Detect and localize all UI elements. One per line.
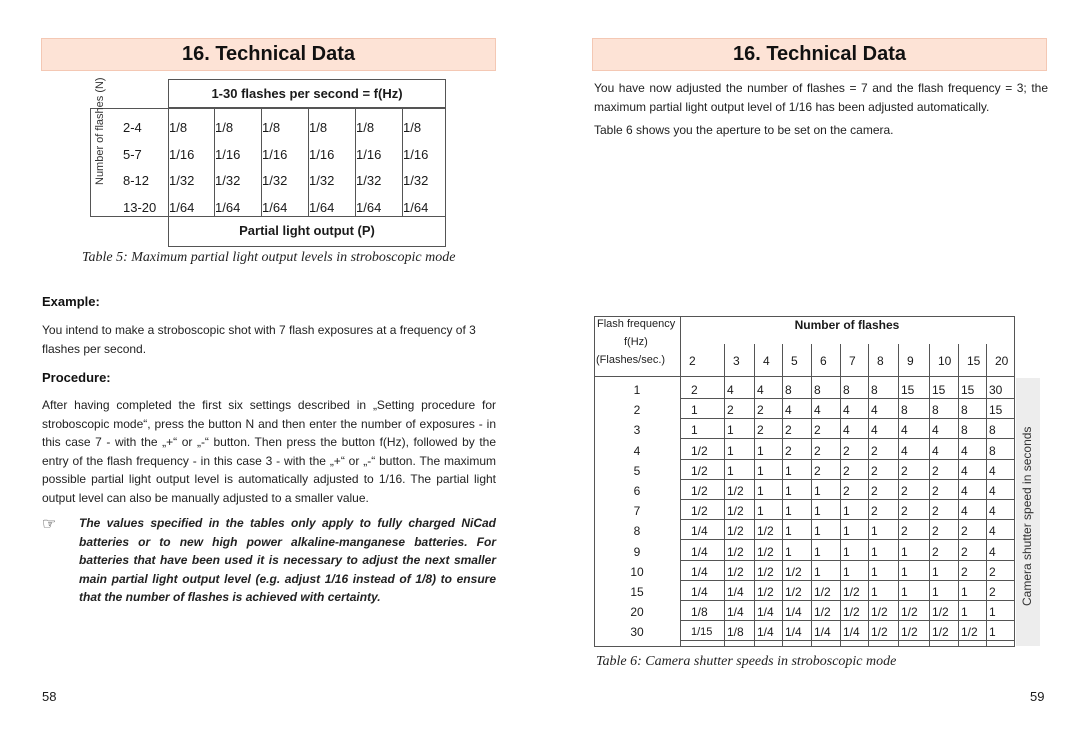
table-6-cell: 2 xyxy=(843,443,850,458)
procedure-text: After having completed the first six settings described in „Setting procedure for stroboscopic mode“, press the button N and then enter the number of exposures - in this case 7 - with the „+“ or „-“ button. Then press the button f(Hz), followed by the entry of the flash frequency - in this case 3 - with the „+“ or „-“ button. The maximum possible partial light output level is automatically adjusted to 1/16. The partial light output level can also be manually adjusted to a smaller value. xyxy=(42,398,496,505)
table-5-cell: 1/8 xyxy=(169,120,188,135)
table-6-cell: 1/4 xyxy=(691,544,708,559)
table-6-cell: 2 xyxy=(961,544,968,559)
table-5-cell: 1/64 xyxy=(356,200,382,215)
table-6-column-line xyxy=(724,344,725,647)
table-6-cell: 1 xyxy=(932,564,939,579)
table-5-cell: 1/32 xyxy=(169,173,195,188)
table-6-cell: 1 xyxy=(757,504,764,519)
table-5-caption: Table 5: Maximum partial light output levels in stroboscopic mode xyxy=(82,250,456,265)
table-5-cell: 1/32 xyxy=(309,173,335,188)
procedure-heading: Procedure: xyxy=(42,370,111,385)
table-6-cell: 4 xyxy=(814,403,821,418)
table-6-cell: 1/4 xyxy=(757,625,774,640)
table-5-range-cell: 13-20 xyxy=(123,200,157,215)
table-6-cell: 1/2 xyxy=(871,625,888,640)
table-6-cell: 1 xyxy=(871,564,878,579)
table-6-frequency-cell: 2 xyxy=(633,403,641,418)
table-6-frequency-cell: 1 xyxy=(633,383,641,397)
table-6-cell: 2 xyxy=(871,484,878,498)
table-6-cell: 1 xyxy=(989,605,996,620)
table-5-cell: 1/16 xyxy=(215,147,241,162)
table-6-border xyxy=(594,646,1014,647)
table-6-cell: 2 xyxy=(757,403,764,418)
table-6-cell: 1/2 xyxy=(814,605,831,620)
example-text: You intend to make a stroboscopic shot with 7 flash exposures at a frequency of 3 flashes per second. xyxy=(42,323,476,356)
table-5-cell: 1/16 xyxy=(262,147,288,162)
table-6-cell: 2 xyxy=(871,504,878,519)
table-6-flash-count-header: 8 xyxy=(877,354,884,368)
table-6-cell: 8 xyxy=(989,423,996,438)
table-6-row-line xyxy=(681,539,1014,540)
table-6-column-line xyxy=(811,344,812,647)
table-6-frequency-cell: 8 xyxy=(633,524,641,539)
table-6-cell: 15 xyxy=(901,383,915,397)
table-6-cell: 2 xyxy=(901,484,908,498)
table-6-cell: 1/2 xyxy=(757,544,774,559)
table-6-cell: 1/15 xyxy=(691,626,713,639)
table-6-cell: 1/2 xyxy=(757,585,774,599)
table-6-cell: 1 xyxy=(843,504,850,519)
table-6-column-line xyxy=(840,344,841,647)
table-6-cell: 2 xyxy=(932,463,939,478)
table-5-range-cell: 8-12 xyxy=(123,173,150,188)
table-6-cell: 8 xyxy=(961,403,968,418)
table-6-cell: 4 xyxy=(989,463,996,478)
table-6-cell: 1 xyxy=(961,585,968,599)
table-6-row-line xyxy=(681,479,1014,480)
table-6-cell: 4 xyxy=(989,524,996,539)
table-5-cell: 1/64 xyxy=(215,200,241,215)
table-6-flash-count-header: 9 xyxy=(907,354,914,368)
table-6-cell: 1/4 xyxy=(843,625,860,640)
table-6-cell: 4 xyxy=(757,383,764,397)
table-6-cell: 4 xyxy=(843,403,850,418)
table-6-frequency-cell: 5 xyxy=(633,463,641,478)
table-6-row-line xyxy=(681,499,1014,500)
table-6-cell: 1/4 xyxy=(691,585,708,599)
table-6-cell: 1 xyxy=(785,544,792,559)
table-6-cell: 1/2 xyxy=(843,585,860,599)
table-6-row-line xyxy=(681,620,1014,621)
table-6-cell: 2 xyxy=(843,463,850,478)
table-5-cell: 1/64 xyxy=(262,200,288,215)
table-6-cell: 1 xyxy=(843,544,850,559)
table-6-column-line xyxy=(680,316,681,647)
table-6-frequency-cell: 7 xyxy=(633,504,641,519)
summary-text: You have now adjusted the number of flashes = 7 and the flash frequency = 3; the maximum partial light output level of 1/16 has been adjusted automatically. xyxy=(594,81,1048,114)
table-6-cell: 4 xyxy=(785,403,792,418)
table-6-row-line xyxy=(681,398,1014,399)
table-6-cell: 1 xyxy=(961,605,968,620)
table-6-cell: 2 xyxy=(901,463,908,478)
table-6-cell: 8 xyxy=(961,423,968,438)
table-5-cell: 1/16 xyxy=(309,147,335,162)
table-6-cell: 8 xyxy=(989,443,996,458)
table-6-cell: 1/2 xyxy=(691,504,708,519)
table-6-cell: 1 xyxy=(871,544,878,559)
table-6-cell: 1 xyxy=(814,484,821,498)
table-6-column-line xyxy=(986,344,987,647)
table-6-cell: 1 xyxy=(932,585,939,599)
table-5-cell: 1/32 xyxy=(356,173,382,188)
table-6-cell: 1 xyxy=(785,524,792,539)
table-6-cell: 15 xyxy=(961,383,975,397)
table-6-cell: 1/2 xyxy=(727,544,744,559)
table-6-cell: 2 xyxy=(785,443,792,458)
table-5-cell: 1/8 xyxy=(309,120,328,135)
table-6-cell: 4 xyxy=(901,423,908,438)
table-6-cell: 1/2 xyxy=(727,564,744,579)
table-6-cell: 1/2 xyxy=(727,484,744,498)
table-6-cell: 1/2 xyxy=(785,564,802,579)
table-5-cell: 1/16 xyxy=(356,147,382,162)
table-6-caption: Table 6: Camera shutter speeds in stroboscopic mode xyxy=(596,654,897,669)
table-6-cell: 1 xyxy=(814,564,821,579)
table-6-intro: Table 6 shows you the aperture to be set on the camera. xyxy=(594,123,894,137)
table-6-cell: 1/4 xyxy=(785,605,802,620)
table-6-cell: 1 xyxy=(785,463,792,478)
table-6-row-line xyxy=(681,418,1014,419)
table-6-cell: 1/2 xyxy=(843,605,860,620)
table-6-cell: 1 xyxy=(843,564,850,579)
table-6-cell: 4 xyxy=(901,443,908,458)
table-6-flash-count-header: 5 xyxy=(791,354,798,368)
table-6-cell: 2 xyxy=(989,585,996,599)
table-5-column-line xyxy=(90,109,91,216)
table-6-column-line xyxy=(898,344,899,647)
table-6-cell: 1 xyxy=(785,504,792,519)
table-6-cell: 1/8 xyxy=(691,605,708,620)
table-6-flash-count-header: 20 xyxy=(995,354,1009,368)
table-6-cell: 1/2 xyxy=(727,504,744,519)
table-6-flash-count-header: 15 xyxy=(967,354,981,368)
table-6-cell: 1 xyxy=(785,484,792,498)
table-6-cell: 2 xyxy=(901,524,908,539)
table-6-cell: 1/2 xyxy=(814,585,831,599)
table-6-cell: 1 xyxy=(843,524,850,539)
table-5-cell: 1/64 xyxy=(169,200,195,215)
table-6-cell: 2 xyxy=(932,504,939,519)
table-6-cell: 2 xyxy=(843,484,850,498)
table-6-cell: 2 xyxy=(785,423,792,438)
table-6-cell: 1/2 xyxy=(727,524,744,539)
table-6-cell: 1 xyxy=(901,585,908,599)
table-6-row-line xyxy=(681,580,1014,581)
table-6-frequency-cell: 3 xyxy=(633,423,641,438)
table-6-cell: 1 xyxy=(727,423,734,438)
table-5-column-line xyxy=(445,109,446,216)
table-6-cell: 2 xyxy=(814,443,821,458)
table-6-cell: 1 xyxy=(691,403,698,418)
table-6-cell: 1 xyxy=(901,544,908,559)
table-6-cell: 8 xyxy=(932,403,939,418)
table-6-cell: 1/4 xyxy=(691,524,708,539)
table-5-footer: Partial light output (P) xyxy=(168,217,446,247)
table-6-row-line xyxy=(681,600,1014,601)
table-5-header: 1-30 flashes per second = f(Hz) xyxy=(168,79,446,108)
table-6-cell: 8 xyxy=(871,383,878,397)
table-6-cell: 15 xyxy=(932,383,946,397)
table-5-cell: 1/8 xyxy=(403,120,422,135)
table-6-cell: 4 xyxy=(961,443,968,458)
table-6-cell: 8 xyxy=(814,383,821,397)
table-6-cell: 1/2 xyxy=(932,605,949,620)
table-5-range-cell: 5-7 xyxy=(123,147,142,162)
table-6-cell: 4 xyxy=(843,423,850,438)
table-6-cell: 1 xyxy=(989,625,996,640)
table-6-cell: 1 xyxy=(871,524,878,539)
table-6-cell: 2 xyxy=(932,544,939,559)
table-6-flash-count-header: 2 xyxy=(689,354,696,368)
table-6-cell: 15 xyxy=(989,403,1003,418)
table-6-cell: 4 xyxy=(989,504,996,519)
table-6-cell: 1/2 xyxy=(871,605,888,620)
table-6-frequency-cell: 30 xyxy=(630,625,644,640)
table-6-flash-count-header: 6 xyxy=(820,354,827,368)
table-6-cell: 30 xyxy=(989,383,1003,397)
table-6-frequency-cell: 10 xyxy=(630,564,644,579)
table-6-cell: 4 xyxy=(961,484,968,498)
table-6-cell: 4 xyxy=(961,463,968,478)
table-6-cell: 1/8 xyxy=(727,625,744,640)
table-6-cell: 1/4 xyxy=(757,605,774,620)
table-6-cell: 1 xyxy=(727,463,734,478)
table-6-cell: 4 xyxy=(871,423,878,438)
table-6-cell: 4 xyxy=(727,383,734,397)
table-6-cell: 2 xyxy=(871,463,878,478)
table-5: 1-30 flashes per second = f(Hz) 2-4 1/8 1/8 1/8 1/8 1/8 1/8 5-7 1/16 1/16 1/16 1/16 1/16 1/16 8-12 1/32 1/32 1/32 1/32 1/32 1/32 13-20 1/64 1/64 1/64 1/64 1/64 1/64 Number of flashes (N) Partial light output (P) xyxy=(90,79,446,247)
table-6-cell: 1 xyxy=(691,423,698,438)
table-6-frequency-cell: 20 xyxy=(630,605,644,620)
table-6-column-line xyxy=(929,344,930,647)
table-5-cell: 1/32 xyxy=(403,173,429,188)
table-6-cell: 1/2 xyxy=(961,625,978,640)
table-6-row-line xyxy=(681,459,1014,460)
table-5-cell: 1/8 xyxy=(262,120,281,135)
table-6-column-line xyxy=(782,344,783,647)
table-6-corner-label: Flash frequency xyxy=(597,318,676,330)
table-6-cell: 1/2 xyxy=(901,605,918,620)
table-6-flashes-header: Number of flashes xyxy=(794,318,900,332)
table-6-cell: 1 xyxy=(757,443,764,458)
table-6-cell: 2 xyxy=(961,524,968,539)
table-6-cell: 1 xyxy=(814,544,821,559)
table-5-range-cell: 2-4 xyxy=(123,120,142,135)
table-6-frequency-cell: 9 xyxy=(633,544,641,559)
table-6-cell: 1 xyxy=(871,585,878,599)
table-6-cell: 4 xyxy=(989,544,996,559)
table-6-header-line xyxy=(594,376,1014,377)
table-6-cell: 1 xyxy=(757,463,764,478)
page-banner-left: 16. Technical Data xyxy=(41,38,496,71)
table-6-row-line xyxy=(681,560,1014,561)
table-6-corner-label: f(Hz) xyxy=(624,336,648,348)
table-6-cell: 1/2 xyxy=(901,625,918,640)
table-6-cell: 1 xyxy=(814,524,821,539)
table-6-cell: 8 xyxy=(901,403,908,418)
page-number-right: 59 xyxy=(1030,689,1045,704)
table-6-frequency-cell: 6 xyxy=(633,484,641,498)
page-number-left: 58 xyxy=(42,689,57,704)
table-5-cell: 1/64 xyxy=(309,200,335,215)
table-6-cell: 1/2 xyxy=(757,524,774,539)
table-6-cell: 2 xyxy=(727,403,734,418)
table-6-cell: 1/2 xyxy=(757,564,774,579)
table-6-cell: 2 xyxy=(961,564,968,579)
table-6-cell: 8 xyxy=(785,383,792,397)
page-banner-right: 16. Technical Data xyxy=(592,38,1047,71)
table-6-cell: 1/2 xyxy=(932,625,949,640)
table-6-row-line xyxy=(681,519,1014,520)
table-6-cell: 1 xyxy=(901,564,908,579)
table-6-cell: 1/4 xyxy=(785,625,802,640)
table-6-cell: 1/4 xyxy=(814,625,831,640)
table-6-border xyxy=(594,316,1014,317)
table-6-flash-count-header: 4 xyxy=(763,354,770,368)
table-6-frequency-cell: 15 xyxy=(630,585,644,599)
table-6 xyxy=(594,316,1034,646)
table-5-cell: 1/8 xyxy=(356,120,375,135)
table-6-cell: 2 xyxy=(814,463,821,478)
table-6-column-line xyxy=(868,344,869,647)
table-6-cell: 2 xyxy=(757,423,764,438)
table-6-cell: 1/2 xyxy=(785,585,802,599)
table-6-cell: 4 xyxy=(989,484,996,498)
table-6-cell: 1/2 xyxy=(691,484,708,498)
table-5-cell: 1/16 xyxy=(169,147,195,162)
battery-note: The values specified in the tables only apply to fully charged NiCad batteries or to new high power alkaline-manganese batteries. For batteries that have been used it is necessary to adjust the next smaller main partial light output level (e.g. adjust 1/16 instead of 1/8) to ensure that the number of flashes is achieved with certainty. xyxy=(79,516,496,604)
table-6-flash-count-header: 3 xyxy=(733,354,740,368)
table-5-grid xyxy=(90,108,446,217)
table-6-cell: 1/2 xyxy=(691,463,708,478)
table-6-row-line xyxy=(681,438,1014,439)
table-6-column-line xyxy=(754,344,755,647)
table-6-border xyxy=(1014,316,1015,647)
table-6-cell: 2 xyxy=(901,504,908,519)
example-heading: Example: xyxy=(42,294,100,309)
table-6-side-label: Camera shutter speed in seconds xyxy=(1016,378,1040,646)
table-6-cell: 2 xyxy=(691,383,698,397)
table-6-cell: 2 xyxy=(871,443,878,458)
table-5-cell: 1/8 xyxy=(215,120,234,135)
table-6-cell: 2 xyxy=(932,484,939,498)
table-6-cell: 1 xyxy=(757,484,764,498)
table-6-cell: 1/4 xyxy=(691,564,708,579)
table-6-row-line xyxy=(681,640,1014,641)
table-6-cell: 2 xyxy=(814,423,821,438)
table-6-cell: 1/2 xyxy=(691,443,708,458)
table-6-cell: 2 xyxy=(989,564,996,579)
table-6-flash-count-header: 7 xyxy=(849,354,856,368)
pointing-hand-icon: ☞ xyxy=(42,516,57,533)
table-6-cell: 4 xyxy=(932,443,939,458)
table-6-corner-label: (Flashes/sec.) xyxy=(596,354,666,366)
table-6-cell: 2 xyxy=(932,524,939,539)
table-6-cell: 8 xyxy=(843,383,850,397)
table-6-flash-count-header: 10 xyxy=(938,354,952,368)
table-6-cell: 1 xyxy=(727,443,734,458)
table-5-cell: 1/32 xyxy=(262,173,288,188)
table-5-cell: 1/32 xyxy=(215,173,241,188)
table-6-cell: 1 xyxy=(814,504,821,519)
table-5-cell: 1/16 xyxy=(403,147,429,162)
table-6-cell: 4 xyxy=(932,423,939,438)
table-6-cell: 1/4 xyxy=(727,585,744,599)
table-6-cell: 1/4 xyxy=(727,605,744,620)
table-6-column-line xyxy=(958,344,959,647)
table-6-frequency-cell: 4 xyxy=(633,443,641,458)
table-6-cell: 4 xyxy=(961,504,968,519)
table-6-cell: 4 xyxy=(871,403,878,418)
table-5-cell: 1/64 xyxy=(403,200,429,215)
